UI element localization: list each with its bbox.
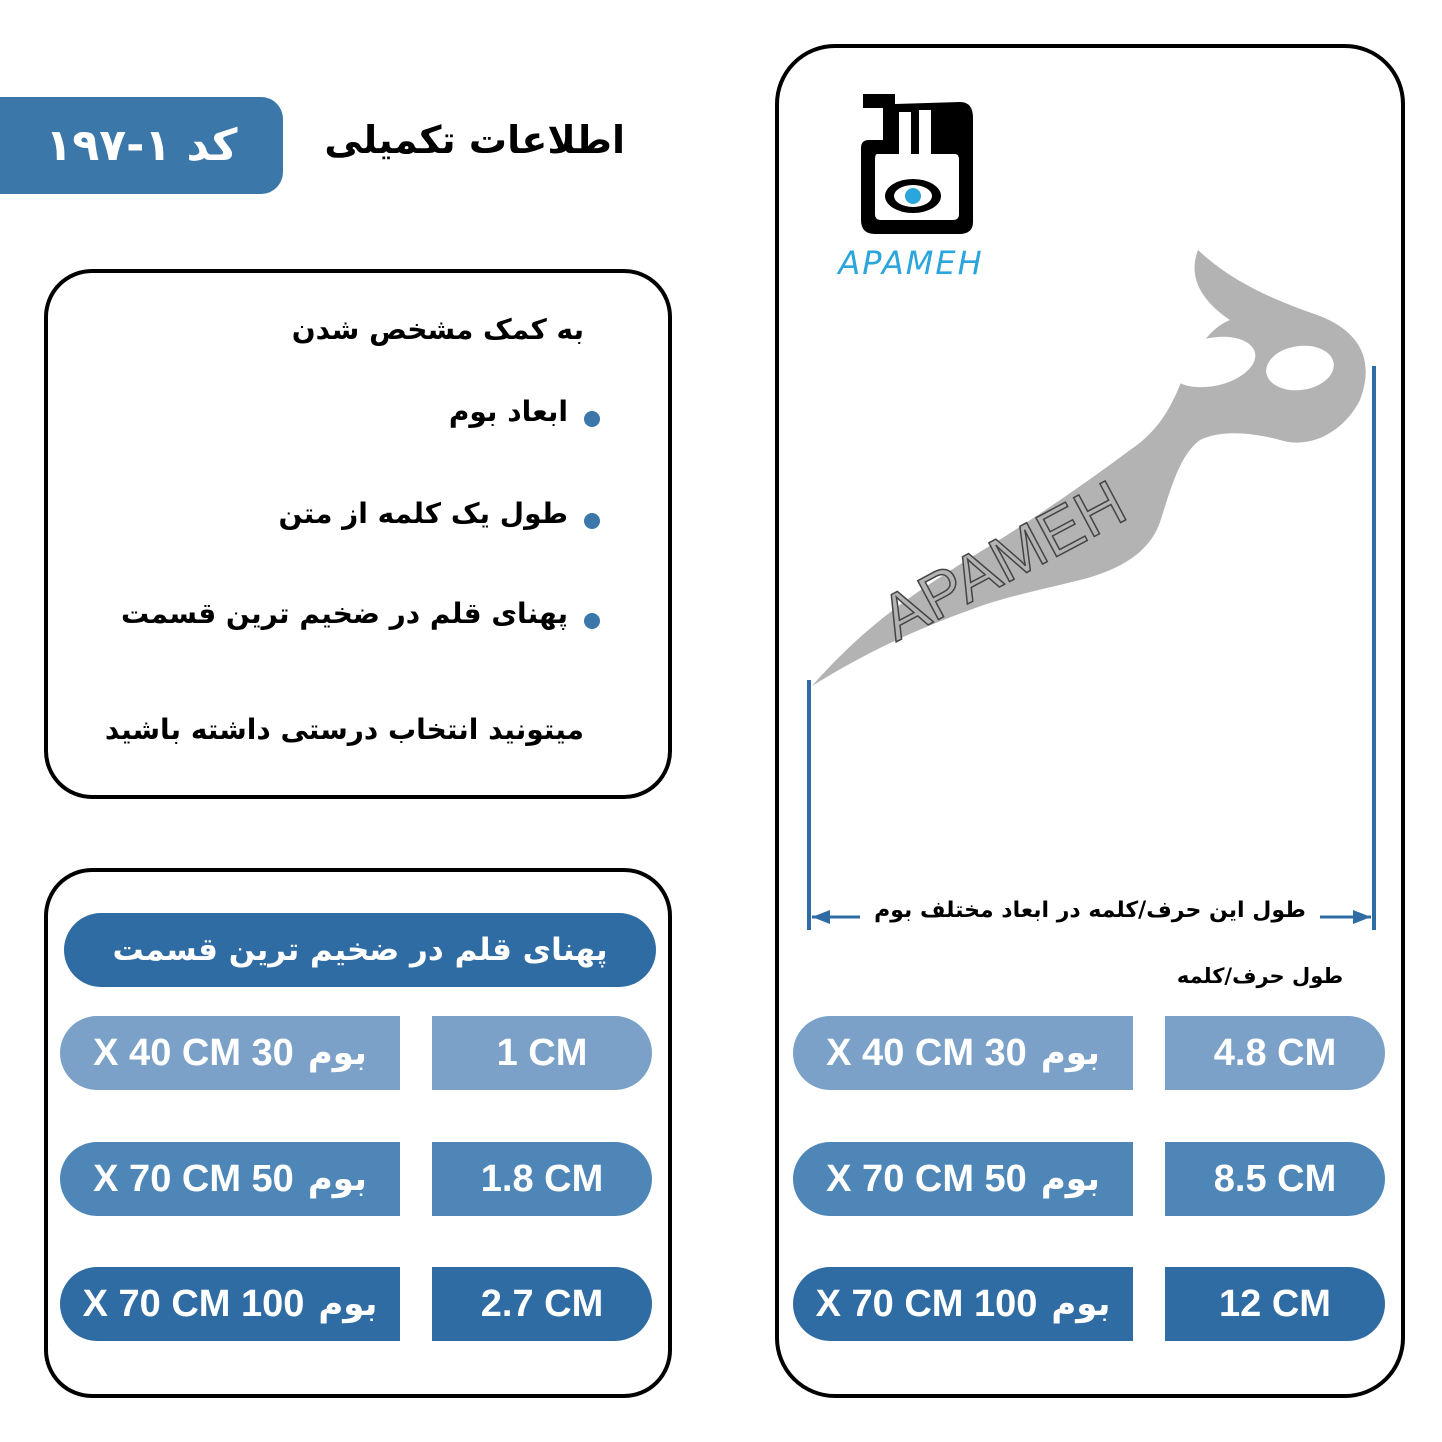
bullet-icon [584, 411, 600, 427]
canvas-word: بوم [1051, 1284, 1111, 1324]
pen-row-canvas [60, 1267, 400, 1341]
length-value: 8.5 CM [1213, 1157, 1337, 1200]
pen-row-value [432, 1267, 652, 1341]
canvas-word: بوم [1040, 1033, 1100, 1073]
bullet-icon [584, 613, 600, 629]
section-title: اطلاعات تکمیلی [324, 118, 625, 162]
canvas-size: 100 X 70 CM [815, 1282, 1038, 1325]
canvas-word: بوم [307, 1033, 367, 1073]
canvas-size: 100 X 70 CM [82, 1282, 305, 1325]
canvas-size: 50 X 70 CM [93, 1157, 294, 1200]
info-card [44, 269, 672, 799]
length-value: 12 CM [1219, 1282, 1331, 1325]
product-code-badge [0, 97, 283, 194]
measure-lines [800, 360, 1390, 940]
pen-row-canvas [60, 1016, 400, 1090]
length-row-value [1165, 1016, 1385, 1090]
pen-width-value: 2.7 CM [480, 1282, 604, 1325]
pen-row-canvas [60, 1142, 400, 1216]
canvas-word: بوم [318, 1284, 378, 1324]
pen-width-header: پهنای قلم در ضخیم ترین قسمت [64, 913, 656, 987]
info-intro: به کمک مشخص شدن [291, 313, 584, 346]
apameh-logo-icon [855, 88, 980, 243]
logo-text: APAMEH [838, 244, 984, 282]
info-item-pen-width: پهنای قلم در ضخیم ترین قسمت [120, 597, 568, 630]
canvas-size: 30 X 40 CM [93, 1031, 294, 1074]
pen-width-value: 1 CM [496, 1031, 588, 1074]
info-item-canvas-size: ابعاد بوم [448, 395, 568, 428]
measure-label: طول این حرف/کلمه در ابعاد مختلف بوم [874, 898, 1306, 923]
length-row-value [1165, 1267, 1385, 1341]
pen-row-value [432, 1016, 652, 1090]
pen-width-value: 1.8 CM [480, 1157, 604, 1200]
length-row-canvas [793, 1016, 1133, 1090]
canvas-word: بوم [1040, 1159, 1100, 1199]
info-outro: میتونید انتخاب درستی داشته باشید [104, 713, 584, 746]
length-row-canvas [793, 1142, 1133, 1216]
canvas-size: 50 X 70 CM [826, 1157, 1027, 1200]
product-code-label: کد ۱-۱۹۷ [45, 120, 238, 171]
length-value: 4.8 CM [1213, 1031, 1337, 1074]
info-item-word-length: طول یک کلمه از متن [278, 497, 568, 530]
length-row-value [1165, 1142, 1385, 1216]
column-label: طول حرف/کلمه [1176, 964, 1344, 988]
canvas-word: بوم [307, 1159, 367, 1199]
canvas-size: 30 X 40 CM [826, 1031, 1027, 1074]
glyph-watermark: APAMEH [868, 466, 1138, 655]
pen-row-value [432, 1142, 652, 1216]
length-row-canvas [793, 1267, 1133, 1341]
bullet-icon [584, 513, 600, 529]
